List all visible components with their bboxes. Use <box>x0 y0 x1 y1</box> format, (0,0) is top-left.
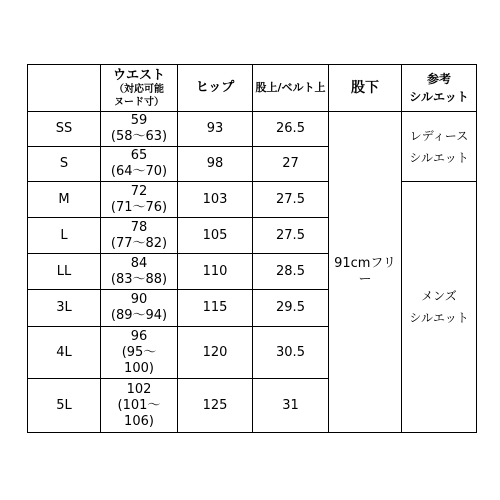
header-waist-note-2: ヌード寸） <box>114 96 164 108</box>
rise-cell: 27.5 <box>253 218 329 254</box>
silhouette-ladies-cell: レディース シルエット <box>402 112 477 182</box>
table-row <box>28 112 477 147</box>
size-cell: SS <box>28 112 101 147</box>
hip-cell: 93 <box>178 112 253 147</box>
hip-cell: 120 <box>178 327 253 379</box>
header-silhouette-1: 参考 <box>426 72 451 86</box>
header-hip: ヒップ <box>178 65 253 112</box>
size-cell: 3L <box>28 290 101 327</box>
header-inseam: 股下 <box>329 65 402 112</box>
waist-cell: 102 (101～ 106) <box>101 379 178 433</box>
size-cell: 4L <box>28 327 101 379</box>
header-rise: 股上/ベルト上 <box>253 65 329 112</box>
hip-cell: 115 <box>178 290 253 327</box>
rise-cell: 31 <box>253 379 329 433</box>
rise-cell: 27 <box>253 147 329 182</box>
header-row <box>28 65 477 112</box>
inseam-cell: 91cmフリー <box>329 112 402 433</box>
rise-cell: 30.5 <box>253 327 329 379</box>
rise-cell: 28.5 <box>253 254 329 290</box>
size-cell: L <box>28 218 101 254</box>
header-waist-label: ウエスト <box>112 67 165 83</box>
header-waist <box>101 65 178 112</box>
rise-cell: 27.5 <box>253 182 329 218</box>
header-silhouette <box>402 65 477 112</box>
size-cell: M <box>28 182 101 218</box>
header-waist-note-1: （対応可能 <box>114 83 164 95</box>
waist-cell: 65 (64～70) <box>101 147 178 182</box>
waist-cell: 90 (89～94) <box>101 290 178 327</box>
waist-cell: 84 (83～88) <box>101 254 178 290</box>
table-row <box>28 182 477 218</box>
waist-cell: 78 (77～82) <box>101 218 178 254</box>
hip-cell: 110 <box>178 254 253 290</box>
waist-cell: 59 (58～63) <box>101 112 178 147</box>
rise-cell: 29.5 <box>253 290 329 327</box>
silhouette-mens-cell: メンズ シルエット <box>402 182 477 433</box>
hip-cell: 98 <box>178 147 253 182</box>
waist-cell: 72 (71～76) <box>101 182 178 218</box>
hip-cell: 125 <box>178 379 253 433</box>
hip-cell: 103 <box>178 182 253 218</box>
header-silhouette-2: シルエット <box>409 90 469 104</box>
size-chart-table <box>27 64 477 433</box>
header-size <box>28 65 101 112</box>
size-cell: LL <box>28 254 101 290</box>
waist-cell: 96 (95～ 100) <box>101 327 178 379</box>
hip-cell: 105 <box>178 218 253 254</box>
rise-cell: 26.5 <box>253 112 329 147</box>
size-cell: 5L <box>28 379 101 433</box>
size-cell: S <box>28 147 101 182</box>
